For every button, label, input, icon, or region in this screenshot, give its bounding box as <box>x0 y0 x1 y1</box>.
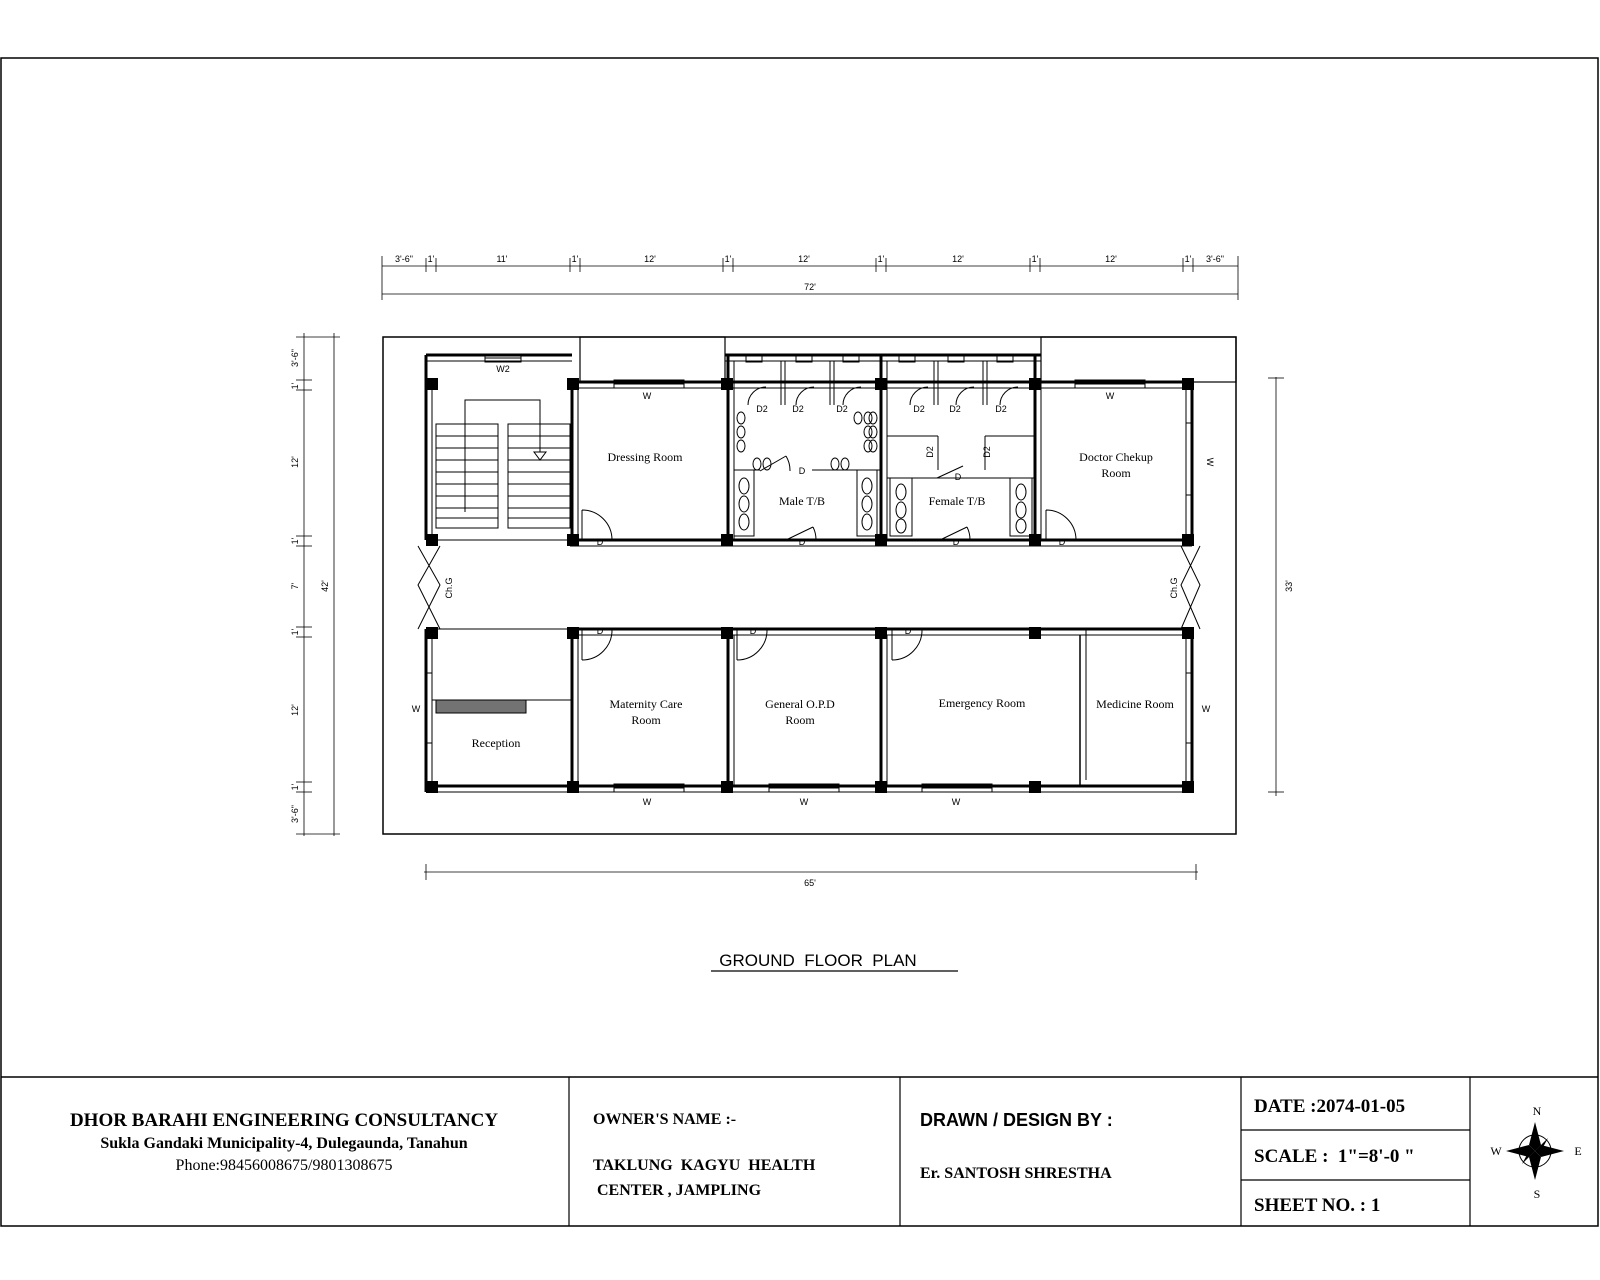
staircase <box>436 400 570 528</box>
stair <box>465 400 540 512</box>
door-label: D <box>952 537 960 547</box>
column <box>721 781 733 793</box>
compass-w: W <box>1490 1144 1502 1158</box>
column <box>1029 781 1041 793</box>
fixture <box>753 458 761 470</box>
column <box>875 627 887 639</box>
reception-counter <box>436 700 526 713</box>
fixture <box>869 426 877 438</box>
dressing-projection <box>580 337 725 382</box>
room-maternity-line1: Maternity Care <box>609 697 683 711</box>
dim-top-13: 3'-6" <box>1206 254 1224 264</box>
compass-e: E <box>1574 1144 1582 1158</box>
scale-field: SCALE : 1"=8'-0 " <box>1254 1146 1415 1167</box>
channel-gate-label: Ch.G <box>444 577 454 599</box>
dim-bottom-total: 65' <box>804 878 816 888</box>
fixture <box>864 440 872 452</box>
owner-label: OWNER'S NAME :- <box>593 1111 737 1128</box>
fixture <box>739 478 749 494</box>
compass-shape <box>1529 1151 1541 1180</box>
room-doctor-line2: Room <box>1101 466 1131 480</box>
door-label: D <box>1058 537 1066 547</box>
column <box>1182 378 1194 390</box>
dim-top-10: 1' <box>1031 254 1039 264</box>
room-female-tb: Female T/B <box>928 494 986 508</box>
dim-left-1: 3'-6" <box>290 349 300 367</box>
compass-icon <box>1506 1122 1564 1180</box>
door-label: D2 <box>982 446 992 458</box>
gate <box>1181 546 1200 629</box>
column <box>875 378 887 390</box>
compass-n: N <box>1532 1104 1542 1118</box>
fixture <box>857 470 877 536</box>
window-label: W <box>642 797 652 807</box>
column <box>1029 378 1041 390</box>
company-phone: Phone:98456008675/9801308675 <box>175 1157 393 1174</box>
column <box>1182 534 1194 546</box>
door-label: D2 <box>756 404 768 414</box>
owner-name-line2: CENTER , JAMPLING <box>597 1182 762 1199</box>
dim-left-4: 1' <box>290 537 300 545</box>
fixture <box>1016 502 1026 518</box>
window-label: W <box>951 797 961 807</box>
fixture <box>1000 387 1018 405</box>
floor-plan <box>383 337 1236 834</box>
column <box>567 627 579 639</box>
fixture <box>896 519 906 533</box>
door-label: D <box>749 626 757 636</box>
fixture <box>831 458 839 470</box>
room-reception: Reception <box>471 736 521 750</box>
stair <box>436 424 498 528</box>
column <box>721 534 733 546</box>
dim-top-1: 3'-6" <box>395 254 413 264</box>
fixture <box>1010 478 1032 536</box>
window-label: W <box>1105 391 1115 401</box>
company-name: DHOR BARAHI ENGINEERING CONSULTANCY <box>69 1110 499 1131</box>
fixture <box>1016 484 1026 500</box>
dimension-texts <box>290 254 1294 888</box>
column <box>721 627 733 639</box>
door-label: D2 <box>949 404 961 414</box>
dim-right-total: 33' <box>1284 580 1294 592</box>
column <box>1182 781 1194 793</box>
window-label: W <box>1201 704 1211 714</box>
column <box>426 378 438 390</box>
fixture <box>763 458 771 470</box>
door-label: D2 <box>925 446 935 458</box>
drawn-by-label: DRAWN / DESIGN BY : <box>920 1110 1113 1130</box>
fixture <box>864 426 872 438</box>
dim-left-9: 3'-6" <box>290 805 300 823</box>
door-label: D <box>798 466 806 476</box>
dim-left-8: 1' <box>290 783 300 791</box>
room-maternity-line2: Room <box>631 713 661 727</box>
compass-shape <box>1529 1122 1541 1151</box>
window-label: W <box>1205 457 1215 467</box>
column <box>567 378 579 390</box>
room-dressing: Dressing Room <box>607 450 683 464</box>
fixture <box>862 478 872 494</box>
sheet-border <box>1 58 1598 1226</box>
fixture <box>737 426 745 438</box>
gate <box>418 546 440 629</box>
dim-left-5: 7' <box>290 582 300 590</box>
fixture <box>869 440 877 452</box>
room-medicine: Medicine Room <box>1096 697 1174 711</box>
fixture <box>896 484 906 500</box>
fixture <box>890 478 912 536</box>
room-male-tb: Male T/B <box>778 494 826 508</box>
column <box>567 781 579 793</box>
column <box>721 378 733 390</box>
dim-top-5: 12' <box>644 254 656 264</box>
column <box>426 627 438 639</box>
fixture <box>956 387 974 405</box>
door-label: D <box>954 472 962 482</box>
room-labels <box>472 450 1175 750</box>
fixture <box>739 496 749 512</box>
window-label: W2 <box>496 364 510 374</box>
columns <box>426 378 1194 793</box>
dim-left-2: 1' <box>290 382 300 390</box>
dim-top-7: 12' <box>798 254 810 264</box>
dim-left-7: 12' <box>290 704 300 716</box>
room-opd-line1: General O.P.D <box>765 697 835 711</box>
column <box>426 781 438 793</box>
dim-top-2: 1' <box>427 254 435 264</box>
fixture <box>843 387 861 405</box>
fixture <box>748 387 766 405</box>
fixture <box>869 412 877 424</box>
fixture <box>910 387 928 405</box>
channel-gates <box>418 546 1200 629</box>
fixture <box>1016 519 1026 533</box>
dim-left-total: 42' <box>320 580 330 592</box>
owner-name-line1: TAKLUNG KAGYU HEALTH <box>593 1157 816 1174</box>
dim-top-11: 12' <box>1105 254 1117 264</box>
doctor-projection <box>1041 337 1236 382</box>
door-label: D <box>904 626 912 636</box>
door-label: D2 <box>792 404 804 414</box>
fixture <box>737 440 745 452</box>
sheet-number-field: SHEET NO. : 1 <box>1254 1195 1381 1216</box>
room-emergency: Emergency Room <box>938 696 1026 710</box>
fixture <box>734 470 754 536</box>
male-toilet-fixtures <box>734 361 881 536</box>
door-label: D2 <box>836 404 848 414</box>
compass-s: S <box>1533 1187 1541 1201</box>
channel-gate-label: Ch.G <box>1169 577 1179 599</box>
dim-top-8: 1' <box>877 254 885 264</box>
room-opd-line2: Room <box>785 713 815 727</box>
stair <box>534 452 546 460</box>
dim-left-3: 12' <box>290 456 300 468</box>
designer-name: Er. SANTOSH SHRESTHA <box>920 1165 1112 1182</box>
column <box>1182 627 1194 639</box>
fixture <box>864 412 872 424</box>
column <box>1029 627 1041 639</box>
door-label: D <box>596 626 604 636</box>
column <box>567 534 579 546</box>
plan-title: GROUND FLOOR PLAN <box>719 951 917 970</box>
dim-left-6: 1' <box>290 628 300 636</box>
female-toilet-fixtures <box>869 361 1035 536</box>
stair <box>508 424 570 528</box>
door-label: D2 <box>995 404 1007 414</box>
plan-symbol-labels <box>412 364 1215 807</box>
dim-top-6: 1' <box>724 254 732 264</box>
door-label: D <box>596 537 604 547</box>
dim-top-total: 72' <box>804 282 816 292</box>
fixture <box>854 412 862 424</box>
dim-top-3: 11' <box>496 254 508 264</box>
column <box>875 781 887 793</box>
window-label: W <box>411 704 421 714</box>
door <box>1046 510 1076 540</box>
fixture <box>796 387 814 405</box>
room-doctor-line1: Doctor Chekup <box>1079 450 1153 464</box>
dim-top-4: 1' <box>571 254 579 264</box>
fixture <box>862 514 872 530</box>
column <box>426 534 438 546</box>
company-address: Sukla Gandaki Municipality-4, Dulegaunda, Tanahun <box>100 1135 468 1152</box>
door-label: D2 <box>913 404 925 414</box>
dim-top-9: 12' <box>952 254 964 264</box>
fixture <box>737 412 745 424</box>
dim-top-12: 1' <box>1184 254 1192 264</box>
fixture <box>739 514 749 530</box>
door <box>582 510 612 540</box>
fixture <box>896 502 906 518</box>
plinth-outline <box>383 337 1236 834</box>
window-label: W <box>799 797 809 807</box>
fixture <box>841 458 849 470</box>
fixture <box>862 496 872 512</box>
door-label: D <box>798 537 806 547</box>
window-label: W <box>642 391 652 401</box>
date-field: DATE :2074-01-05 <box>1254 1096 1406 1117</box>
